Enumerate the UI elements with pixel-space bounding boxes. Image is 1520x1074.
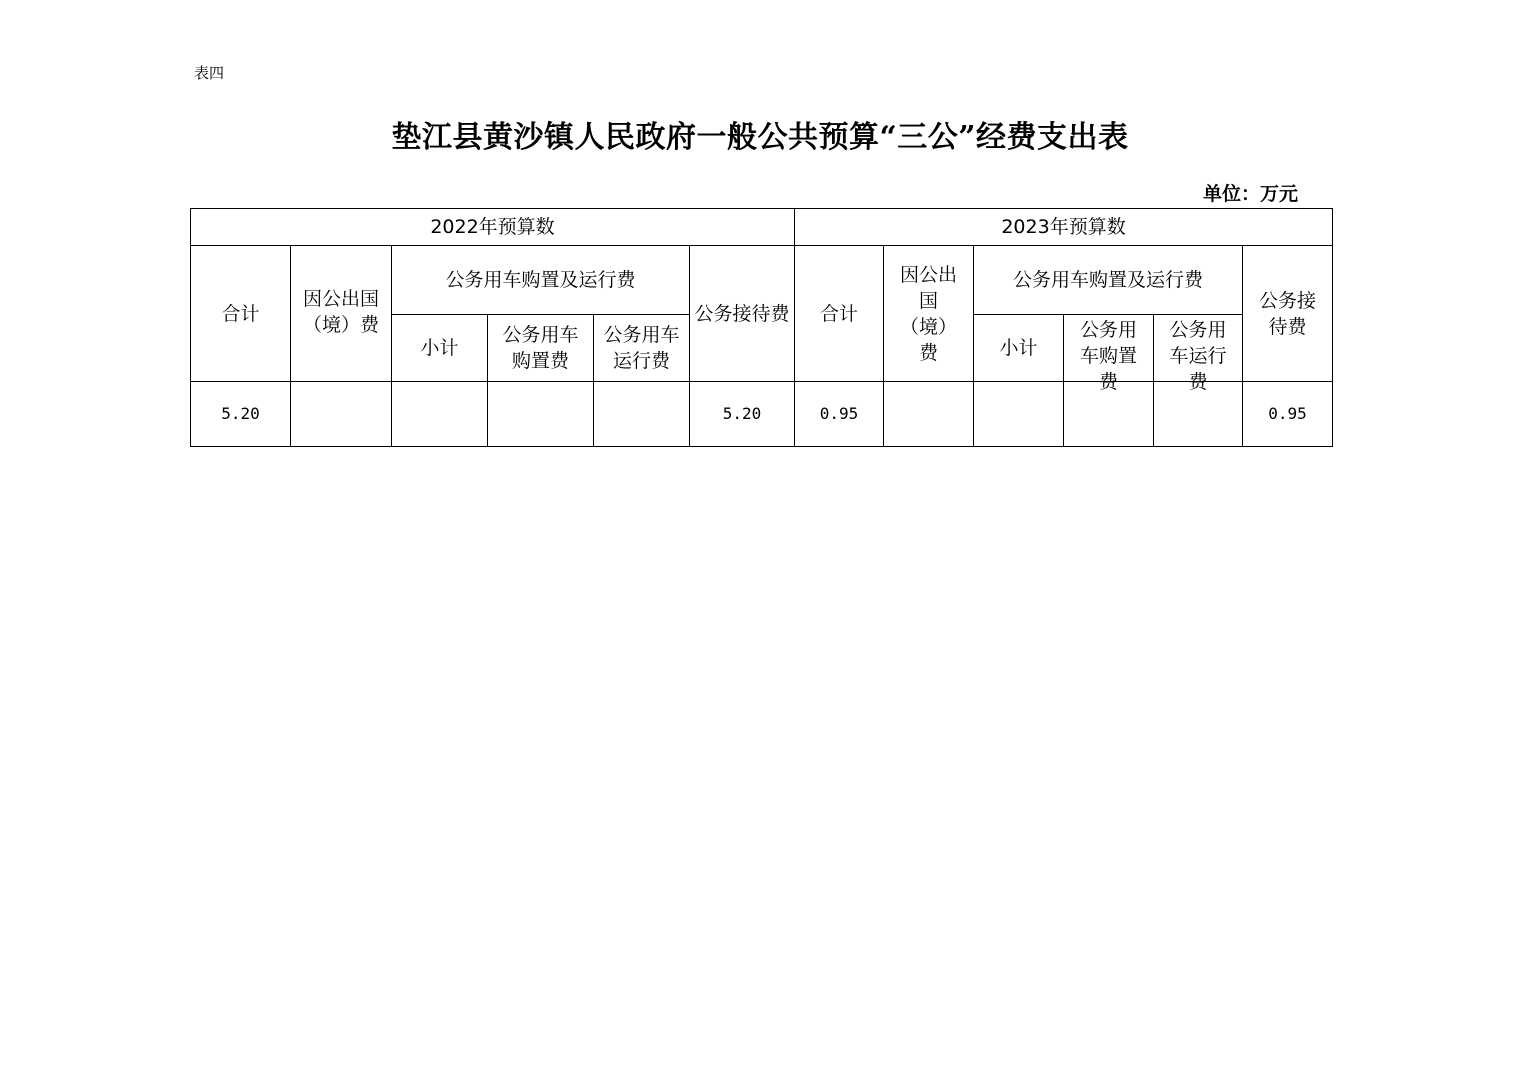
header-2022-vehicle-run: 公务用车运行费 <box>594 315 690 382</box>
header-2023-vehicle-purchase-text: 公务用车购置费 <box>1080 319 1138 393</box>
header-2023-vehicle-purchase <box>1064 315 1154 393</box>
budget-table <box>190 208 1333 447</box>
page-title: 垫江县黄沙镇人民政府一般公共预算“三公”经费支出表 <box>391 120 1129 155</box>
sheet-label: 表四 <box>194 64 225 82</box>
cell-2022-reception: 5.20 <box>690 382 795 447</box>
cell-2022-abroad <box>291 382 392 447</box>
header-2022-vehicle: 公务用车购置及运行费 <box>392 246 690 315</box>
cell-2022-subtotal <box>392 382 488 447</box>
unit-label: 单位：万元 <box>1202 183 1298 205</box>
cell-2022-vehicle-run <box>594 382 690 447</box>
header-2022-total: 合计 <box>191 246 291 382</box>
cell-2023-reception: 0.95 <box>1243 382 1333 447</box>
header-2023-budget: 2023年预算数 <box>795 209 1333 246</box>
header-2023-vehicle-run <box>1154 315 1243 393</box>
header-2022-subtotal: 小计 <box>392 315 488 382</box>
header-2022-vehicle-purchase: 公务用车购置费 <box>488 315 594 382</box>
header-2023-subtotal: 小计 <box>974 315 1064 382</box>
header-2022-reception: 公务接待费 <box>690 246 795 382</box>
cell-2023-total: 0.95 <box>795 382 884 447</box>
header-2023-total: 合计 <box>795 246 884 382</box>
cell-2023-subtotal <box>974 382 1064 447</box>
header-2022-budget: 2022年预算数 <box>191 209 795 246</box>
header-2023-vehicle-run-text: 公务用车运行费 <box>1169 319 1227 393</box>
header-2023-reception: 公务接待费 <box>1243 246 1333 382</box>
header-2023-vehicle: 公务用车购置及运行费 <box>974 246 1243 315</box>
header-2023-abroad: 因公出国（境）费 <box>884 246 974 382</box>
cell-2023-abroad <box>884 382 974 447</box>
header-2022-abroad: 因公出国（境）费 <box>291 246 392 382</box>
cell-2022-vehicle-purchase <box>488 382 594 447</box>
cell-2022-total: 5.20 <box>191 382 291 447</box>
table-row <box>191 382 1333 447</box>
